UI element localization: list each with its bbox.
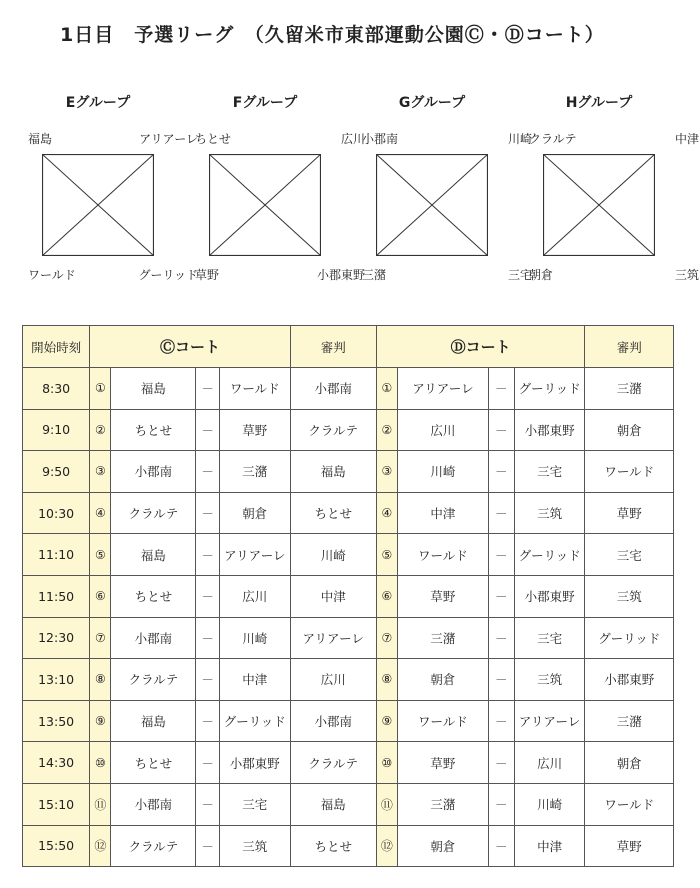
- match-number: ⑥: [376, 575, 397, 617]
- court-d-referee: 三筑: [585, 575, 674, 617]
- court-c-referee: ちとせ: [290, 825, 376, 867]
- court-c-home-team: クラルテ: [111, 825, 196, 867]
- group-matchup-box: [376, 154, 488, 256]
- court-c-home-team: クラルテ: [111, 659, 196, 701]
- vs-dash: －: [196, 409, 220, 451]
- group-team: クラルテ: [529, 132, 577, 146]
- group-team: 中津: [674, 132, 699, 146]
- match-number: ⑫: [376, 825, 397, 867]
- court-c-away-team: 小郡東野: [219, 742, 290, 784]
- court-c-referee: 川崎: [290, 534, 376, 576]
- match-number: ②: [376, 409, 397, 451]
- match-number: ①: [376, 368, 397, 410]
- page-title: 1日目 予選リーグ （久留米市東部運動公園Ⓒ・Ⓓコート）: [60, 24, 605, 46]
- table-row: [23, 700, 674, 742]
- court-c-away-team: 朝倉: [219, 492, 290, 534]
- vs-dash: －: [196, 451, 220, 493]
- court-d-home-team: 川崎: [397, 451, 488, 493]
- court-d-referee: 草野: [585, 492, 674, 534]
- vs-dash: －: [488, 617, 514, 659]
- match-number: ⑧: [376, 659, 397, 701]
- court-d-referee: 朝倉: [585, 409, 674, 451]
- vs-dash: －: [488, 534, 514, 576]
- court-c-home-team: 福島: [111, 368, 196, 410]
- vs-dash: －: [196, 617, 220, 659]
- table-row: [23, 451, 674, 493]
- match-number: ①: [90, 368, 111, 410]
- start-time: 10:30: [23, 492, 90, 534]
- court-d-referee: ワールド: [585, 451, 674, 493]
- table-row: [23, 742, 674, 784]
- court-c-home-team: クラルテ: [111, 492, 196, 534]
- vs-dash: －: [488, 492, 514, 534]
- court-d-away-team: グーリッド: [514, 368, 585, 410]
- match-number: ③: [376, 451, 397, 493]
- group-team: ちとせ: [195, 132, 232, 146]
- group-team: 小郡南: [362, 132, 399, 146]
- group-team: グーリッド: [138, 268, 198, 282]
- court-d-away-team: 三筑: [514, 659, 585, 701]
- group-block: [529, 90, 699, 290]
- court-c-home-team: 小郡南: [111, 451, 196, 493]
- group-team: 三宅: [507, 268, 532, 282]
- group-name: Eグループ: [65, 95, 131, 111]
- court-c-header: Ⓒコート: [90, 326, 290, 368]
- court-c-away-team: 三宅: [219, 783, 290, 825]
- vs-dash: －: [196, 825, 220, 867]
- start-time: 8:30: [23, 368, 90, 410]
- court-c-referee: 小郡南: [290, 700, 376, 742]
- court-c-home-team: ちとせ: [111, 409, 196, 451]
- group-matchup-box: [543, 154, 655, 256]
- vs-dash: －: [196, 659, 220, 701]
- court-c-home-team: 小郡南: [111, 783, 196, 825]
- table-header-row: [23, 326, 674, 368]
- court-c-referee: 中津: [290, 575, 376, 617]
- court-d-referee: 朝倉: [585, 742, 674, 784]
- court-d-referee: 三宅: [585, 534, 674, 576]
- start-time: 14:30: [23, 742, 90, 784]
- court-d-home-team: 三潴: [397, 617, 488, 659]
- court-d-away-team: 小郡東野: [514, 409, 585, 451]
- court-d-home-team: 広川: [397, 409, 488, 451]
- court-d-home-team: アリアーレ: [397, 368, 488, 410]
- match-number: ④: [90, 492, 111, 534]
- match-number: ⑧: [90, 659, 111, 701]
- court-d-away-team: 川崎: [514, 783, 585, 825]
- court-c-away-team: 三筑: [219, 825, 290, 867]
- court-d-home-team: 中津: [397, 492, 488, 534]
- start-time: 15:10: [23, 783, 90, 825]
- match-number: ⑤: [90, 534, 111, 576]
- match-number: ⑨: [90, 700, 111, 742]
- court-c-home-team: 福島: [111, 534, 196, 576]
- table-row: [23, 492, 674, 534]
- group-block: [195, 90, 365, 290]
- table-row: [23, 825, 674, 867]
- court-d-away-team: 中津: [514, 825, 585, 867]
- vs-dash: －: [196, 492, 220, 534]
- court-d-home-team: 草野: [397, 742, 488, 784]
- group-team: 小郡東野: [316, 268, 365, 282]
- group-team: 三潴: [362, 268, 387, 282]
- court-c-referee: アリアーレ: [290, 617, 376, 659]
- match-number: ④: [376, 492, 397, 534]
- match-number: ⑦: [376, 617, 397, 659]
- group-matchup-box: [42, 154, 154, 256]
- vs-dash: －: [196, 575, 220, 617]
- time-header: 開始時刻: [23, 326, 90, 368]
- court-d-referee: 三潴: [585, 700, 674, 742]
- start-time: 11:10: [23, 534, 90, 576]
- vs-dash: －: [196, 783, 220, 825]
- court-d-away-team: 三宅: [514, 617, 585, 659]
- court-c-home-team: ちとせ: [111, 575, 196, 617]
- court-d-header: Ⓓコート: [376, 326, 585, 368]
- start-time: 9:10: [23, 409, 90, 451]
- group-name: Fグループ: [232, 95, 298, 111]
- group-name: Gグループ: [398, 95, 466, 111]
- referee-header-c: 審判: [290, 326, 376, 368]
- match-number: ⑤: [376, 534, 397, 576]
- vs-dash: －: [196, 534, 220, 576]
- start-time: 15:50: [23, 825, 90, 867]
- match-number: ⑩: [90, 742, 111, 784]
- match-number: ③: [90, 451, 111, 493]
- vs-dash: －: [488, 700, 514, 742]
- court-d-away-team: 三筑: [514, 492, 585, 534]
- court-c-away-team: 中津: [219, 659, 290, 701]
- table-row: [23, 575, 674, 617]
- court-c-away-team: 川崎: [219, 617, 290, 659]
- court-c-referee: ちとせ: [290, 492, 376, 534]
- court-d-home-team: 三潴: [397, 783, 488, 825]
- court-d-referee: 草野: [585, 825, 674, 867]
- vs-dash: －: [488, 409, 514, 451]
- group-team: 川崎: [507, 132, 532, 146]
- vs-dash: －: [196, 700, 220, 742]
- match-number: ⑪: [90, 783, 111, 825]
- court-c-referee: クラルテ: [290, 742, 376, 784]
- referee-header-d: 審判: [585, 326, 674, 368]
- court-c-away-team: 三潴: [219, 451, 290, 493]
- group-team: ワールド: [28, 268, 76, 282]
- group-block: [28, 90, 198, 290]
- table-row: [23, 409, 674, 451]
- match-number: ⑩: [376, 742, 397, 784]
- group-team: アリアーレ: [139, 132, 198, 146]
- match-number: ②: [90, 409, 111, 451]
- group-team: 広川: [340, 132, 365, 146]
- vs-dash: －: [488, 742, 514, 784]
- court-c-away-team: ワールド: [219, 368, 290, 410]
- court-c-referee: 福島: [290, 783, 376, 825]
- court-d-home-team: ワールド: [397, 700, 488, 742]
- court-d-referee: ワールド: [585, 783, 674, 825]
- group-team: 福島: [28, 132, 53, 146]
- court-d-home-team: 朝倉: [397, 825, 488, 867]
- vs-dash: －: [196, 368, 220, 410]
- match-number: ⑨: [376, 700, 397, 742]
- group-team: 三筑: [674, 268, 699, 282]
- court-d-home-team: 朝倉: [397, 659, 488, 701]
- court-d-referee: 小郡東野: [585, 659, 674, 701]
- court-d-away-team: アリアーレ: [514, 700, 585, 742]
- court-c-referee: 広川: [290, 659, 376, 701]
- start-time: 11:50: [23, 575, 90, 617]
- match-number: ⑦: [90, 617, 111, 659]
- court-c-away-team: 草野: [219, 409, 290, 451]
- court-d-away-team: 小郡東野: [514, 575, 585, 617]
- court-c-away-team: 広川: [219, 575, 290, 617]
- court-c-away-team: アリアーレ: [219, 534, 290, 576]
- court-c-referee: 小郡南: [290, 368, 376, 410]
- vs-dash: －: [488, 825, 514, 867]
- table-row: [23, 617, 674, 659]
- court-c-home-team: ちとせ: [111, 742, 196, 784]
- court-d-away-team: 三宅: [514, 451, 585, 493]
- court-c-away-team: グーリッド: [219, 700, 290, 742]
- group-block: [362, 90, 532, 290]
- vs-dash: －: [196, 742, 220, 784]
- court-c-referee: 福島: [290, 451, 376, 493]
- vs-dash: －: [488, 783, 514, 825]
- table-row: [23, 659, 674, 701]
- match-number: ⑫: [90, 825, 111, 867]
- vs-dash: －: [488, 451, 514, 493]
- group-team: 草野: [195, 268, 220, 282]
- court-c-referee: クラルテ: [290, 409, 376, 451]
- court-c-home-team: 福島: [111, 700, 196, 742]
- court-d-referee: グーリッド: [585, 617, 674, 659]
- vs-dash: －: [488, 368, 514, 410]
- group-team: 朝倉: [529, 268, 554, 282]
- court-d-away-team: 広川: [514, 742, 585, 784]
- start-time: 12:30: [23, 617, 90, 659]
- match-number: ⑥: [90, 575, 111, 617]
- court-d-home-team: ワールド: [397, 534, 488, 576]
- court-d-home-team: 草野: [397, 575, 488, 617]
- schedule-table: [22, 325, 674, 867]
- start-time: 13:10: [23, 659, 90, 701]
- match-number: ⑪: [376, 783, 397, 825]
- table-row: [23, 534, 674, 576]
- table-row: [23, 368, 674, 410]
- court-d-referee: 三潴: [585, 368, 674, 410]
- start-time: 13:50: [23, 700, 90, 742]
- court-c-home-team: 小郡南: [111, 617, 196, 659]
- group-name: Hグループ: [565, 95, 633, 111]
- table-row: [23, 783, 674, 825]
- group-matchup-box: [209, 154, 321, 256]
- vs-dash: －: [488, 659, 514, 701]
- court-d-away-team: グーリッド: [514, 534, 585, 576]
- vs-dash: －: [488, 575, 514, 617]
- start-time: 9:50: [23, 451, 90, 493]
